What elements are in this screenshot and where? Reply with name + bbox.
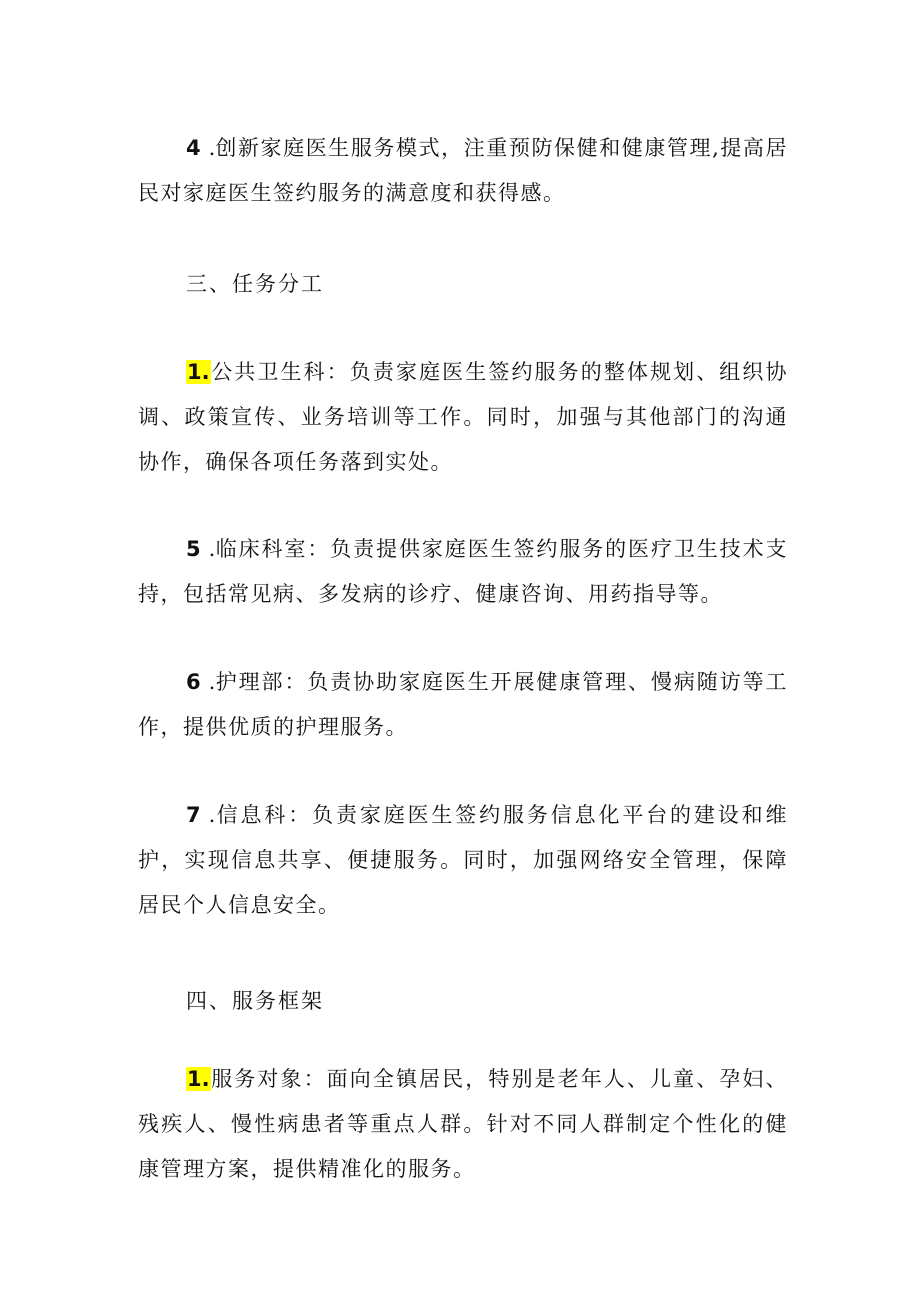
item-separator: . <box>208 803 216 827</box>
paragraph-text: 公共卫生科：负责家庭医生签约服务的整体规划、组织协调、政策宣传、业务培训等工作。同时，加强与其他部门的沟通协作，确保各项任务落到实处。 <box>138 360 788 474</box>
item-separator: . <box>208 670 216 694</box>
section-heading-4: 四、服务框架 <box>186 989 324 1013</box>
paragraph-item-5 <box>138 527 788 617</box>
item-number: 5 <box>186 537 201 561</box>
section-heading-3: 三、任务分工 <box>186 272 324 296</box>
paragraph-text: 创新家庭医生服务模式，注重预防保健和健康管理,提高居民对家庭医生签约服务的满意度和获得感。 <box>138 136 788 205</box>
highlighted-item-number: 1. <box>187 1067 210 1091</box>
paragraph-item-6 <box>138 660 788 750</box>
paragraph-item-1-public-health <box>138 350 788 485</box>
item-separator: . <box>208 136 216 160</box>
paragraph-text: 信息科：负责家庭医生签约服务信息化平台的建设和维护，实现信息共享、便捷服务。同时，加强网络安全管理，保障居民个人信息安全。 <box>138 803 788 917</box>
paragraph-item-7 <box>138 793 788 928</box>
paragraph-text: 护理部：负责协助家庭医生开展健康管理、慢病随访等工作，提供优质的护理服务。 <box>138 670 788 739</box>
paragraph-text: 临床科室：负责提供家庭医生签约服务的医疗卫生技术支持，包括常见病、多发病的诊疗、健康咨询、用药指导等。 <box>138 537 788 606</box>
item-number: 4 <box>186 136 201 160</box>
item-separator: . <box>208 537 216 561</box>
paragraph-item-1-service-target <box>138 1057 788 1192</box>
item-number: 6 <box>186 670 201 694</box>
item-number: 7 <box>186 803 201 827</box>
highlighted-item-number: 1. <box>187 360 210 384</box>
paragraph-text: 服务对象：面向全镇居民，特别是老年人、儿童、孕妇、残疾人、慢性病患者等重点人群。针对不同人群制定个性化的健康管理方案，提供精准化的服务。 <box>138 1067 788 1181</box>
paragraph-item-4 <box>138 126 788 216</box>
